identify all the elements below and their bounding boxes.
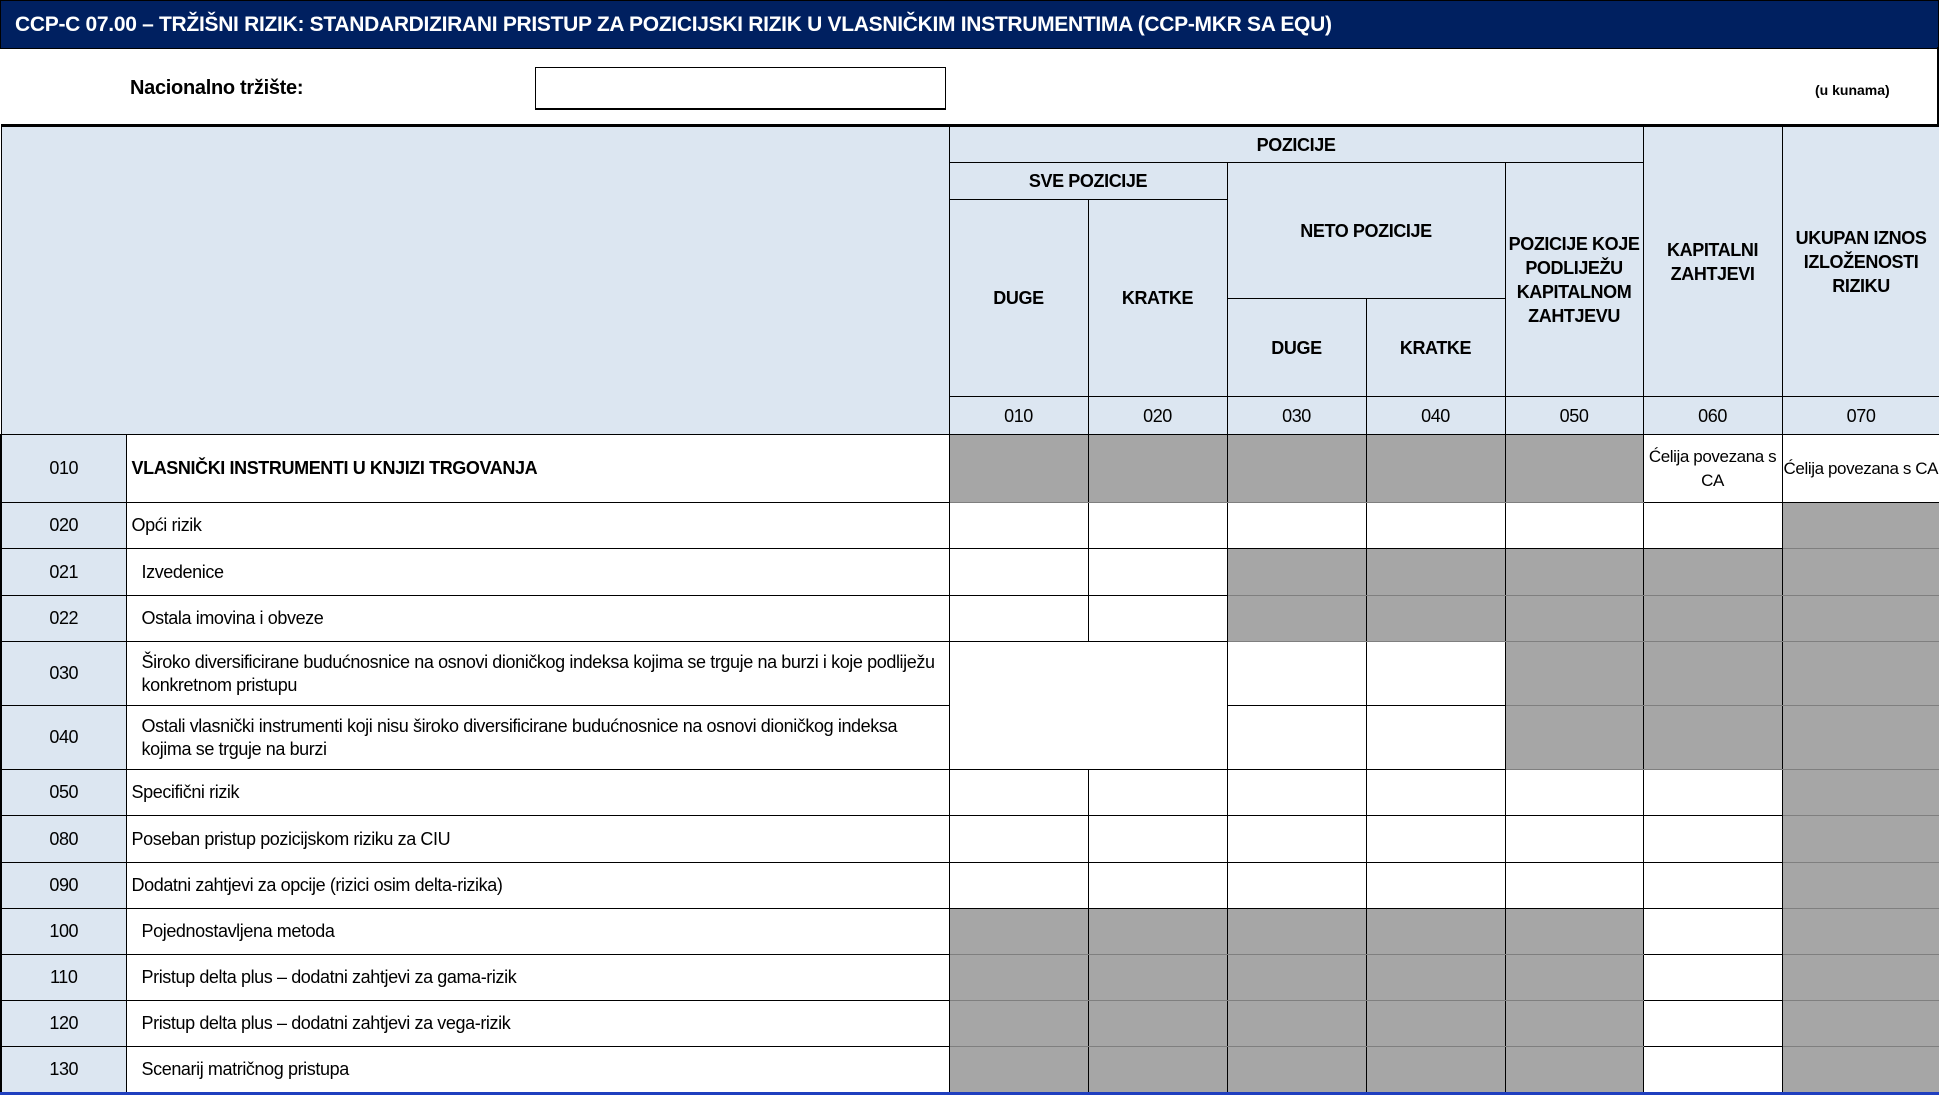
disabled-cell	[1505, 596, 1643, 642]
table-row-022	[1, 596, 1939, 642]
unit-note: (u kunama)	[1815, 82, 1890, 98]
row-code: 040	[1, 706, 126, 770]
input-cell-022-020[interactable]	[1088, 596, 1227, 642]
row-code: 120	[1, 1001, 126, 1047]
disabled-cell	[1643, 642, 1782, 706]
input-cell-090-050[interactable]	[1505, 863, 1643, 909]
disabled-cell	[1505, 1047, 1643, 1094]
input-cell-030-040[interactable]	[1366, 642, 1505, 706]
report-table	[0, 124, 1939, 1095]
title-bar	[0, 0, 1939, 49]
header-pozicije: POZICIJE	[949, 126, 1643, 163]
disabled-cell	[1782, 706, 1939, 770]
disabled-cell	[1088, 435, 1227, 503]
input-cell-040-040[interactable]	[1366, 706, 1505, 770]
disabled-cell	[1643, 706, 1782, 770]
header-neto-kratke: KRATKE	[1366, 299, 1505, 397]
table-row-110	[1, 955, 1939, 1001]
row-code: 030	[1, 642, 126, 706]
table-row-010	[1, 435, 1939, 503]
row-label: Izvedenice	[126, 549, 949, 596]
disabled-cell	[1505, 909, 1643, 955]
input-cell-090-010[interactable]	[949, 863, 1088, 909]
disabled-cell	[1088, 909, 1227, 955]
column-code-060: 060	[1643, 397, 1782, 435]
disabled-cell	[949, 1047, 1088, 1094]
row-code: 080	[1, 816, 126, 863]
disabled-cell	[1366, 1001, 1505, 1047]
row-label: Pristup delta plus – dodatni zahtjevi za gama-rizik	[126, 955, 949, 1001]
disabled-cell	[1782, 1001, 1939, 1047]
table-row-080	[1, 816, 1939, 863]
disabled-cell	[1505, 642, 1643, 706]
header-kratke: KRATKE	[1088, 200, 1227, 397]
row-label: Poseban pristup pozicijskom riziku za CIU	[126, 816, 949, 863]
table-row-120	[1, 1001, 1939, 1047]
row-code: 090	[1, 863, 126, 909]
disabled-cell	[1366, 955, 1505, 1001]
input-cell-050-020[interactable]	[1088, 770, 1227, 816]
row-label: Široko diversificirane budućnosnice na osnovi dioničkog indeksa kojima se trguje na burzi i koje podliježu konkretnom pristupu	[126, 642, 949, 706]
disabled-cell	[1643, 596, 1782, 642]
disabled-cell	[949, 909, 1088, 955]
input-cell-080-020[interactable]	[1088, 816, 1227, 863]
row-code: 021	[1, 549, 126, 596]
row-code: 050	[1, 770, 126, 816]
row-label: Pristup delta plus – dodatni zahtjevi za vega-rizik	[126, 1001, 949, 1047]
header-pozicije-kz: POZICIJE KOJE PODLIJEŽU KAPITALNOM ZAHTJEVU	[1505, 163, 1643, 397]
disabled-cell	[1366, 549, 1505, 596]
row-label: Opći rizik	[126, 503, 949, 549]
disabled-cell	[1782, 596, 1939, 642]
input-cell-090-030[interactable]	[1227, 863, 1366, 909]
row-label: Ostali vlasnički instrumenti koji nisu široko diversificirane budućnosnice na osnovi dioničkog indeksa kojima se trguje na burzi	[126, 706, 949, 770]
input-cell-022-010[interactable]	[949, 596, 1088, 642]
input-cell-080-030[interactable]	[1227, 816, 1366, 863]
input-cell-021-010[interactable]	[949, 549, 1088, 596]
header-duge: DUGE	[949, 200, 1088, 397]
disabled-cell	[1505, 435, 1643, 503]
disabled-cell	[1227, 909, 1366, 955]
disabled-cell	[1366, 909, 1505, 955]
column-code-020: 020	[1088, 397, 1227, 435]
disabled-cell	[1643, 549, 1782, 596]
row-label: Dodatni zahtjevi za opcije (rizici osim delta-rizika)	[126, 863, 949, 909]
disabled-cell	[1088, 1047, 1227, 1094]
input-cell-021-020[interactable]	[1088, 549, 1227, 596]
disabled-cell	[1782, 770, 1939, 816]
disabled-cell	[1088, 1001, 1227, 1047]
table-row-020	[1, 503, 1939, 549]
input-cell-120-060[interactable]	[1643, 1001, 1782, 1047]
disabled-cell	[1505, 706, 1643, 770]
table-row-021	[1, 549, 1939, 596]
disabled-cell	[1227, 435, 1366, 503]
row-label: Ostala imovina i obveze	[126, 596, 949, 642]
table-row-090	[1, 863, 1939, 909]
disabled-cell	[1782, 955, 1939, 1001]
input-cell-110-060[interactable]	[1643, 955, 1782, 1001]
column-code-070: 070	[1782, 397, 1939, 435]
input-cell-020-030[interactable]	[1227, 503, 1366, 549]
disabled-cell	[1227, 549, 1366, 596]
table-row-050	[1, 770, 1939, 816]
disabled-cell	[1782, 549, 1939, 596]
input-cell-020-010[interactable]	[949, 503, 1088, 549]
input-cell-090-020[interactable]	[1088, 863, 1227, 909]
disabled-cell	[1782, 1047, 1939, 1094]
disabled-cell	[1782, 863, 1939, 909]
header-ukupan: UKUPAN IZNOS IZLOŽENOSTI RIZIKU	[1782, 126, 1939, 397]
disabled-cell	[949, 1001, 1088, 1047]
disabled-cell	[1227, 955, 1366, 1001]
input-cell-050-010[interactable]	[949, 770, 1088, 816]
disabled-cell	[1227, 596, 1366, 642]
disabled-cell	[1782, 503, 1939, 549]
disabled-cell	[1505, 1001, 1643, 1047]
input-cell-040-030[interactable]	[1227, 706, 1366, 770]
header-kapitalni: KAPITALNI ZAHTJEVI	[1643, 126, 1782, 397]
input-cell-050-060[interactable]	[1643, 770, 1782, 816]
table-row-030	[1, 642, 1939, 706]
row-label: Pojednostavljena metoda	[126, 909, 949, 955]
input-cell-020-040[interactable]	[1366, 503, 1505, 549]
disabled-cell	[1366, 596, 1505, 642]
disabled-cell	[1227, 1001, 1366, 1047]
column-code-030: 030	[1227, 397, 1366, 435]
column-code-050: 050	[1505, 397, 1643, 435]
disabled-cell	[1366, 1047, 1505, 1094]
input-cell-080-040[interactable]	[1366, 816, 1505, 863]
disabled-cell	[949, 435, 1088, 503]
column-code-040: 040	[1366, 397, 1505, 435]
input-cell-100-060[interactable]	[1643, 909, 1782, 955]
table-row-100	[1, 909, 1939, 955]
linked-cell-060: Ćelija povezana s CA	[1643, 435, 1782, 503]
linked-cell-070: Ćelija povezana s CA	[1782, 435, 1939, 503]
disabled-cell	[1782, 642, 1939, 706]
column-code-010: 010	[949, 397, 1088, 435]
header-blank	[1, 126, 949, 435]
disabled-cell	[1088, 955, 1227, 1001]
row-code: 130	[1, 1047, 126, 1094]
input-cell-090-040[interactable]	[1366, 863, 1505, 909]
input-cell-080-050[interactable]	[1505, 816, 1643, 863]
disabled-cell	[1227, 1047, 1366, 1094]
disabled-cell	[949, 955, 1088, 1001]
input-cell-080-010[interactable]	[949, 816, 1088, 863]
input-cell-050-040[interactable]	[1366, 770, 1505, 816]
input-cell-050-050[interactable]	[1505, 770, 1643, 816]
header-neto-duge: DUGE	[1227, 299, 1366, 397]
row-label: VLASNIČKI INSTRUMENTI U KNJIZI TRGOVANJA	[126, 435, 949, 503]
input-cell-020-050[interactable]	[1505, 503, 1643, 549]
input-cell-merged[interactable]	[949, 642, 1227, 770]
row-code: 100	[1, 909, 126, 955]
input-cell-130-060[interactable]	[1643, 1047, 1782, 1094]
row-code: 022	[1, 596, 126, 642]
national-market-input[interactable]	[535, 67, 946, 110]
input-cell-080-060[interactable]	[1643, 816, 1782, 863]
input-cell-050-030[interactable]	[1227, 770, 1366, 816]
disabled-cell	[1505, 955, 1643, 1001]
header-sve-pozicije: SVE POZICIJE	[949, 163, 1227, 200]
row-code: 020	[1, 503, 126, 549]
row-code: 010	[1, 435, 126, 503]
input-cell-030-030[interactable]	[1227, 642, 1366, 706]
row-label: Specifični rizik	[126, 770, 949, 816]
disabled-cell	[1782, 816, 1939, 863]
disabled-cell	[1782, 909, 1939, 955]
row-code: 110	[1, 955, 126, 1001]
input-cell-020-020[interactable]	[1088, 503, 1227, 549]
row-label: Scenarij matričnog pristupa	[126, 1047, 949, 1094]
disabled-cell	[1505, 549, 1643, 596]
input-cell-020-060[interactable]	[1643, 503, 1782, 549]
national-market-label: Nacionalno tržište:	[130, 77, 304, 99]
table-row-130	[1, 1047, 1939, 1094]
input-cell-090-060[interactable]	[1643, 863, 1782, 909]
header-neto-pozicije: NETO POZICIJE	[1227, 163, 1505, 299]
disabled-cell	[1366, 435, 1505, 503]
page-title: CCP-C 07.00 – TRŽIŠNI RIZIK: STANDARDIZIRANI PRISTUP ZA POZICIJSKI RIZIK U VLASNIČKIM INSTRUMENTIMA (CCP-MKR SA EQU)	[15, 12, 1332, 36]
